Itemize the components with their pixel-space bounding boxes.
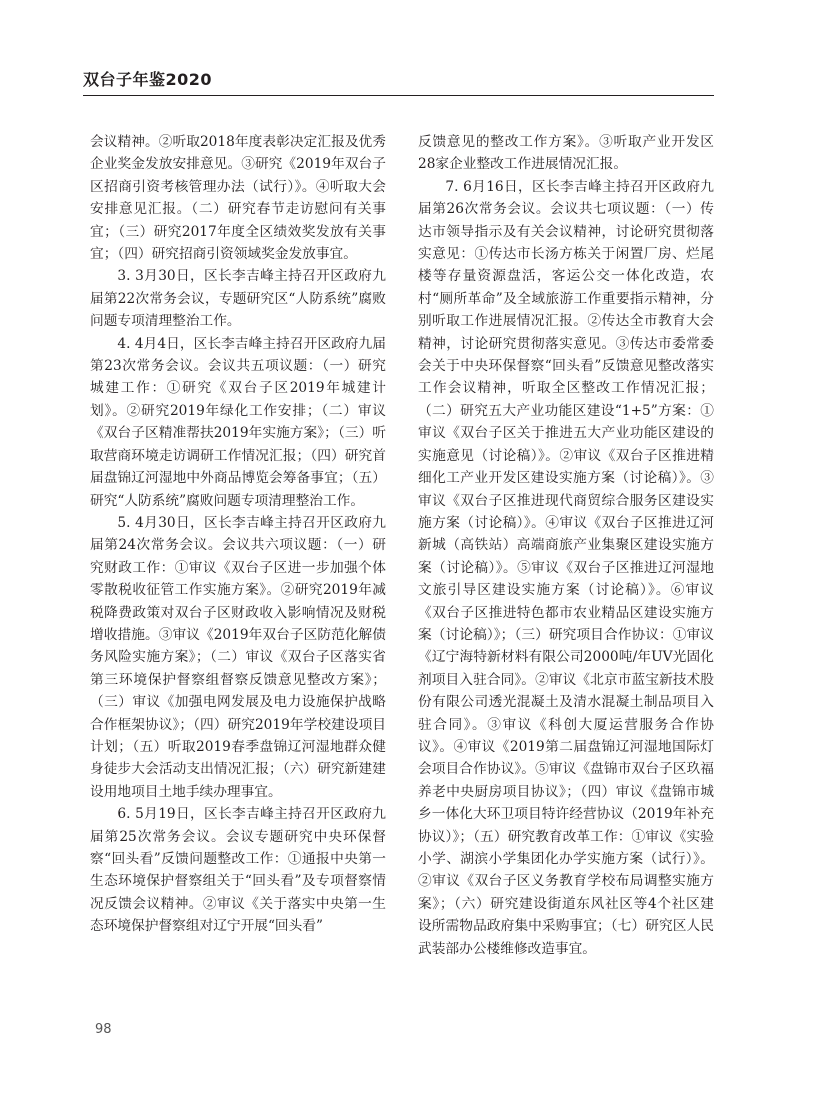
paragraph: 7. 6月16日，区长李吉峰主持召开区政府九届第26次常务会议。会议共七项议题：（一）传达市领导指示及有关会议精神，讨论研究贯彻落实意见：①传达市长汤方栋关于闲置厂房、烂尾楼等存量资源盘活，客运公交一体化改造，农村“厕所革命”及全域旅游工作重要指示精神，分别听取工作进展情况汇报。②传达全市教育大会精神，讨论研究贯彻落实意见。③传达市委常委会关于中央环保督察“回头看”反馈意见整改落实工作会议精神，听取全区整改工作情况汇报；（二）研究五大产业功能区建设“1+5”方案：①审议《双台子区关于推进五大产业功能区建设的实施意见（讨论稿）》。②审议《双台子区推进精细化工产业开发区建设实施方案（讨论稿）》。③审议《双台子区推进现代商贸综合服务区建设实施方案（讨论稿）》。④审议《双台子区推进辽河新城（高铁站）高端商旅产业集聚区建设实施方案（讨论稿）》。⑤审议《双台子区推进辽河湿地文旅引导区建设实施方案（讨论稿）》。⑥审议《双台子区推进特色都市农业精品区建设实施方案（讨论稿）》；（三）研究项目合作协议：①审议《辽宁海特新材料有限公司2000吨/年UV光固化剂项目入驻合同》。②审议《北京市蓝宝新技术股份有限公司透光混凝土及清水混凝土制品项目入驻合同》。③审议《科创大厦运营服务合作协议》。④审议《2019第二届盘锦辽河湿地国际灯会项目合作协议》。⑤审议《盘锦市双台子区玖福养老中央厨房项目协议》；（四）审议《盘锦市城乡一体化大环卫项目特许经营协议（2019年补充协议）》；（五）研究教育改革工作：①审议《实验小学、湖滨小学集团化办学实施方案（试行）》。②审议《双台子区义务教育学校布局调整实施方案》；（六）研究建设街道东风社区等4个社区建设所需物品政府集中采购事宜；（七）研究区人民武装部办公楼维修改造事宜。: [418, 178, 714, 957]
paragraph: 会议精神。②听取2018年度表彰决定汇报及优秀企业奖金发放安排意见。③研究《2019年双台子区招商引资考核管理办法（试行）》。④听取大会安排意见汇报。（二）研究春节走访慰问有关事宜；（三）研究2017年度全区绩效奖发放有关事宜；（四）研究招商引资领域奖金发放事宜。: [90, 134, 386, 263]
yearbook-title: 双台子年鉴2020: [83, 70, 213, 89]
header-divider: [83, 95, 714, 96]
paragraph: 反馈意见的整改工作方案》。③听取产业开发区28家企业整改工作进展情况汇报。: [418, 134, 714, 173]
paragraph: 4. 4月4日，区长李吉峰主持召开区政府九届第23次常务会议。会议共五项议题：（一）研究城建工作：①研究《双台子区2019年城建计划》。②研究2019年绿化工作安排；（二）审议《双台子区精准帮扶2019年实施方案》；（三）听取营商环境走访调研工作情况汇报；（四）研究首届盘锦辽河湿地中外商品博览会筹备事宜；（五）研究“人防系统”腐败问题专项清理整治工作。: [90, 335, 386, 509]
paragraph: 6. 5月19日，区长李吉峰主持召开区政府九届第25次常务会议。会议专题研究中央环保督察“回头看”反馈问题整改工作：①通报中央第一生态环境保护督察组关于“回头看”及专项督察情况反馈会议精神。②审议《关于落实中央第一生态环境保护督察组对辽宁开展“回头看”: [90, 806, 386, 935]
page-number: 98: [95, 1022, 112, 1037]
paragraph: 5. 4月30日，区长李吉峰主持召开区政府九届第24次常务会议。会议共六项议题：（一）研究财政工作：①审议《双台子区进一步加强个体零散税收征管工作实施方案》。②研究2019年减税降费政策对双台子区财政收入影响情况及财税增收措施。③审议《2019年双台子区防范化解债务风险实施方案》；（二）审议《双台子区落实省第三环境保护督察组督察反馈意见整改方案》；（三）审议《加强电网发展及电力设施保护战略合作框架协议》；（四）研究2019年学校建设项目计划；（五）听取2019春季盘锦辽河湿地群众健身徒步大会活动支出情况汇报；（六）研究新建建设用地项目土地手续办理事宜。: [90, 514, 386, 800]
left-column: [90, 131, 386, 938]
paragraph: 3. 3月30日，区长李吉峰主持召开区政府九届第22次常务会议，专题研究区“人防系统”腐败问题专项清理整治工作。: [90, 268, 386, 330]
right-column: [418, 131, 714, 960]
